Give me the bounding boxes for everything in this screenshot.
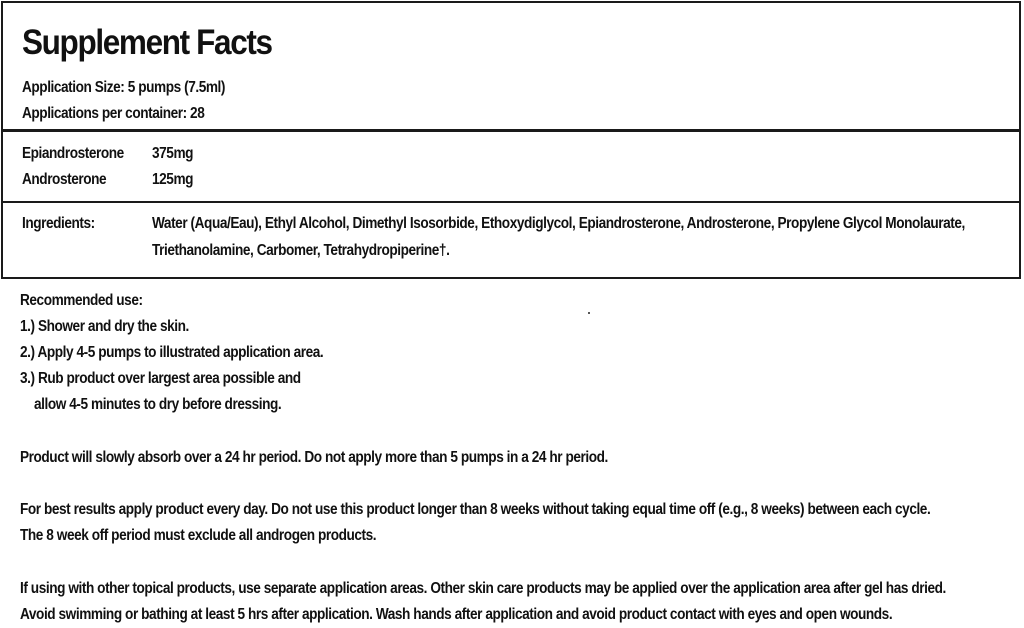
topical-note-line-1: If using with other topical products, use separate application areas. Other skin care products may be applied over the application area after gel has dried. [20,580,946,597]
panel-title: Supplement Facts [22,23,272,62]
recommended-step-1: 1.) Shower and dry the skin. [20,318,189,335]
active-name-epiandrosterone: Epiandrosterone [22,145,124,162]
application-size: Application Size: 5 pumps (7.5ml) [22,79,226,96]
recommended-step-3-line-1: 3.) Rub product over largest area possible and [20,370,301,387]
divider-after-actives [3,201,1019,203]
active-amount-androsterone: 125mg [152,171,194,188]
ingredients-line-2: Triethanolamine, Carbomer, Tetrahydropiperine†. [152,242,450,259]
divider-after-serving [3,129,1019,132]
stray-dot [588,312,590,314]
cycle-note-line-1: For best results apply product every day. Do not use this product longer than 8 weeks without taking equal time off (e.g., 8 weeks) between each cycle. [20,501,931,518]
ingredients-label: Ingredients: [22,215,95,232]
cycle-note-line-2: The 8 week off period must exclude all androgen products. [20,527,377,544]
recommended-step-2: 2.) Apply 4-5 pumps to illustrated application area. [20,344,324,361]
applications-per-container: Applications per container: 28 [22,105,205,122]
recommended-use-heading: Recommended use: [20,292,143,309]
active-name-androsterone: Androsterone [22,171,107,188]
supplement-facts-panel [1,1,1021,279]
active-amount-epiandrosterone: 375mg [152,145,194,162]
ingredients-line-1: Water (Aqua/Eau), Ethyl Alcohol, Dimethyl Isosorbide, Ethoxydiglycol, Epiandrosterone, Androsterone, Propylene Glycol Monolaurate, [152,215,965,232]
topical-note-line-2: Avoid swimming or bathing at least 5 hrs after application. Wash hands after application and avoid product contact with eyes and open wounds. [20,606,893,623]
recommended-step-3-line-2: allow 4-5 minutes to dry before dressing. [34,396,282,413]
absorption-note: Product will slowly absorb over a 24 hr period. Do not apply more than 5 pumps in a 24 hr period. [20,449,608,466]
